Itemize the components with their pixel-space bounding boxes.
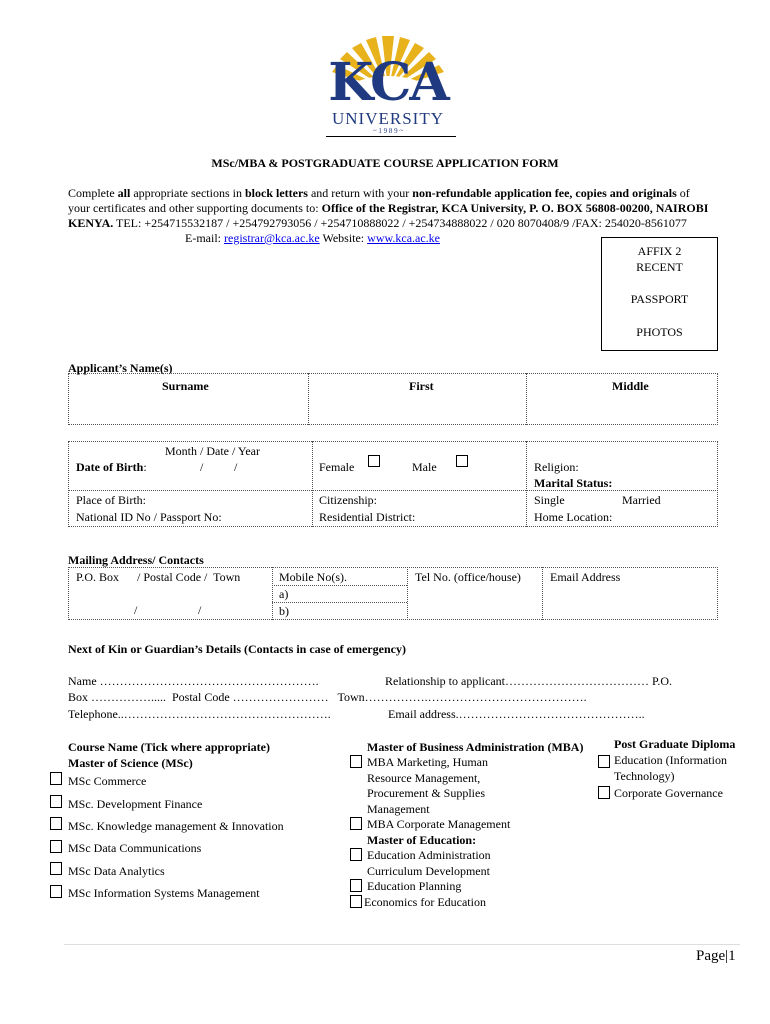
mba-marketing-hr-label [367,755,488,817]
education-planning-label: Education Planning [367,879,462,893]
kin-relationship-field[interactable]: Relationship to applicant……………………………… P.O. [385,674,672,688]
intro-text-7: of [676,186,690,200]
tel-label: Tel No. (office/house) [415,570,521,584]
msc-data-analytics-label: MSc Data Analytics [68,864,165,878]
intro-text-11: TEL: +254715532187 / +254792793056 / +254710888022 / +254734888022 / 020 8070408/9 /FAX: 254020-8561077 [113,216,687,230]
footer-rule [64,944,740,945]
contact-line-1: E-mail: [185,231,224,245]
education-planning-checkbox[interactable] [350,879,362,892]
first-name-field[interactable] [310,396,524,423]
kin-email-field[interactable]: Email address.……………………………………….. [388,707,645,721]
contact-line-2: Website: [319,231,368,245]
applicant-heading: Applicant’s Name(s) [68,361,173,375]
intro-text-3: appropriate sections in [130,186,245,200]
msc-information-systems-checkbox[interactable] [50,885,62,898]
mba-marketing-hr-label-4: Management [367,801,430,816]
mobile-a-label: a) [279,587,289,601]
middle-name-header: Middle [612,379,649,393]
photo-box-2: RECENT [636,260,683,274]
intro-text-2: all [117,186,131,200]
pgd-corporate-governance-label: Corporate Governance [614,786,723,800]
date-format-label: Month / Date / Year [165,444,260,458]
intro-text [68,186,738,231]
contact-line [185,231,440,246]
intro-text-10: KENYA. [68,216,114,230]
msc-development-finance-label: MSc. Development Finance [68,797,203,811]
msc-commerce-checkbox[interactable] [50,772,62,785]
email-link[interactable]: registrar@kca.ac.ke [224,231,320,245]
mba-heading: Master of Business Administration (MBA) [367,740,584,754]
med-heading: Master of Education: [367,833,477,847]
msc-data-communications-checkbox[interactable] [50,840,62,853]
mba-marketing-hr-label-2: Resource Management, [367,770,481,785]
married-label: Married [622,493,661,507]
marital-status-label: Marital Status: [534,476,613,490]
mba-marketing-hr-label-3: Procurement & Supplies [367,786,485,800]
mailing-heading: Mailing Address/ Contacts [68,553,204,567]
male-label: Male [412,460,437,474]
middle-name-field[interactable] [528,396,716,423]
form-title: MSc/MBA & POSTGRADUATE COURSE APPLICATION FORM [211,156,559,170]
mba-corporate-management-label: MBA Corporate Management [367,817,511,831]
intro-text-5: and return with your [307,186,413,200]
mailing-divider-3 [542,567,543,620]
male-checkbox[interactable] [456,455,468,467]
pgd-education-it-label-2: Technology) [614,768,675,783]
photo-box-4: PHOTOS [636,325,683,339]
logo-letters: KCA [328,52,448,113]
msc-data-analytics-checkbox[interactable] [50,862,62,875]
home-location-label: Home Location: [534,510,613,524]
intro-text-9: Office of the Registrar, KCA University, P. O. BOX 56808-00200, NAIROBI [321,201,709,215]
pgd-corporate-governance-checkbox[interactable] [598,786,610,799]
mobile-divider-b [272,602,407,603]
surname-header: Surname [162,379,209,393]
dob-slash-2: / [234,460,238,474]
residential-district-label: Residential District: [319,510,416,524]
intro-text-8: your certificates and other supporting documents to: [68,201,322,215]
po-box-label: P.O. Box / Postal Code / Town [76,570,241,584]
page-number: Page|1 [696,948,736,964]
logo-subtitle: UNIVERSITY [332,109,444,128]
national-id-label: National ID No / Passport No: [76,510,222,524]
msc-information-systems-label: MSc Information Systems Management [68,886,260,900]
mba-corporate-management-checkbox[interactable] [350,817,362,830]
photo-box [601,237,718,351]
course-heading: Course Name (Tick where appropriate) [68,740,270,754]
economics-for-education-checkbox[interactable] [350,895,362,908]
name-divider-2 [526,373,527,425]
pgd-education-it-checkbox[interactable] [598,755,610,768]
place-of-birth-label: Place of Birth: [76,493,146,507]
kin-box-field[interactable]: Box ……………..... Postal Code …………………… Town…………….…………………………………. [68,690,587,704]
first-name-header: First [409,379,434,393]
email-address-label: Email Address [550,570,621,584]
education-administration-label: Education Administration [367,848,491,862]
personal-row-divider [68,490,718,491]
kca-logo [318,32,458,137]
pgd-heading: Post Graduate Diploma [614,737,736,751]
mailing-divider-2 [407,567,408,620]
female-checkbox[interactable] [368,455,380,467]
pgd-education-it-label [614,753,727,784]
kin-telephone-field[interactable]: Telephone..……………………………………………. [68,707,331,721]
photo-box-3: PASSPORT [630,292,689,306]
citizenship-label: Citizenship: [319,493,377,507]
dob-slash-1: / [200,460,204,474]
next-of-kin-heading: Next of Kin or Guardian’s Details (Contacts in case of emergency) [68,642,406,656]
mba-marketing-hr-checkbox[interactable] [350,755,362,768]
personal-divider-2 [526,441,527,527]
religion-label: Religion: [534,460,579,474]
single-label: Single [534,493,565,507]
pgd-education-it-label-1: Education (Information [614,753,727,767]
msc-knowledge-management-label: MSc. Knowledge management & Innovation [68,819,284,833]
name-divider-1 [308,373,309,425]
photo-box-1: AFFIX 2 [637,244,682,258]
date-of-birth-label-2: : [143,460,147,474]
personal-divider-1 [312,441,313,527]
msc-heading: Master of Science (MSc) [68,756,193,770]
economics-for-education-label: Economics for Education [364,895,486,909]
curriculum-development-label: Curriculum Development [367,864,490,878]
education-administration-checkbox[interactable] [350,848,362,861]
msc-commerce-label: MSc Commerce [68,774,147,788]
address-slash-2: / [198,603,202,617]
female-label: Female [319,460,355,474]
msc-knowledge-management-checkbox[interactable] [50,817,62,830]
mailing-divider-1 [272,567,273,620]
surname-field[interactable] [70,396,306,423]
kin-name-field[interactable]: Name ………………………………………………. [68,674,319,688]
mobile-b-label: b) [279,604,289,618]
logo-year: ~ 1 9 8 9 ~ [372,127,404,135]
msc-data-communications-label: MSc Data Communications [68,841,202,855]
intro-text-1: Complete [68,186,118,200]
mobile-label: Mobile No(s). [279,570,347,584]
intro-text-6: non-refundable application fee, copies and originals [412,186,677,200]
mba-marketing-hr-label-1: MBA Marketing, Human [367,755,488,769]
address-slash-1: / [134,603,138,617]
msc-development-finance-checkbox[interactable] [50,795,62,808]
mobile-divider-a [272,585,407,586]
date-of-birth-label [76,460,147,475]
intro-text-4: block letters [244,186,308,200]
website-link[interactable]: www.kca.ac.ke [367,231,441,245]
logo-underline [326,136,456,137]
date-of-birth-label-1: Date of Birth [76,460,144,474]
